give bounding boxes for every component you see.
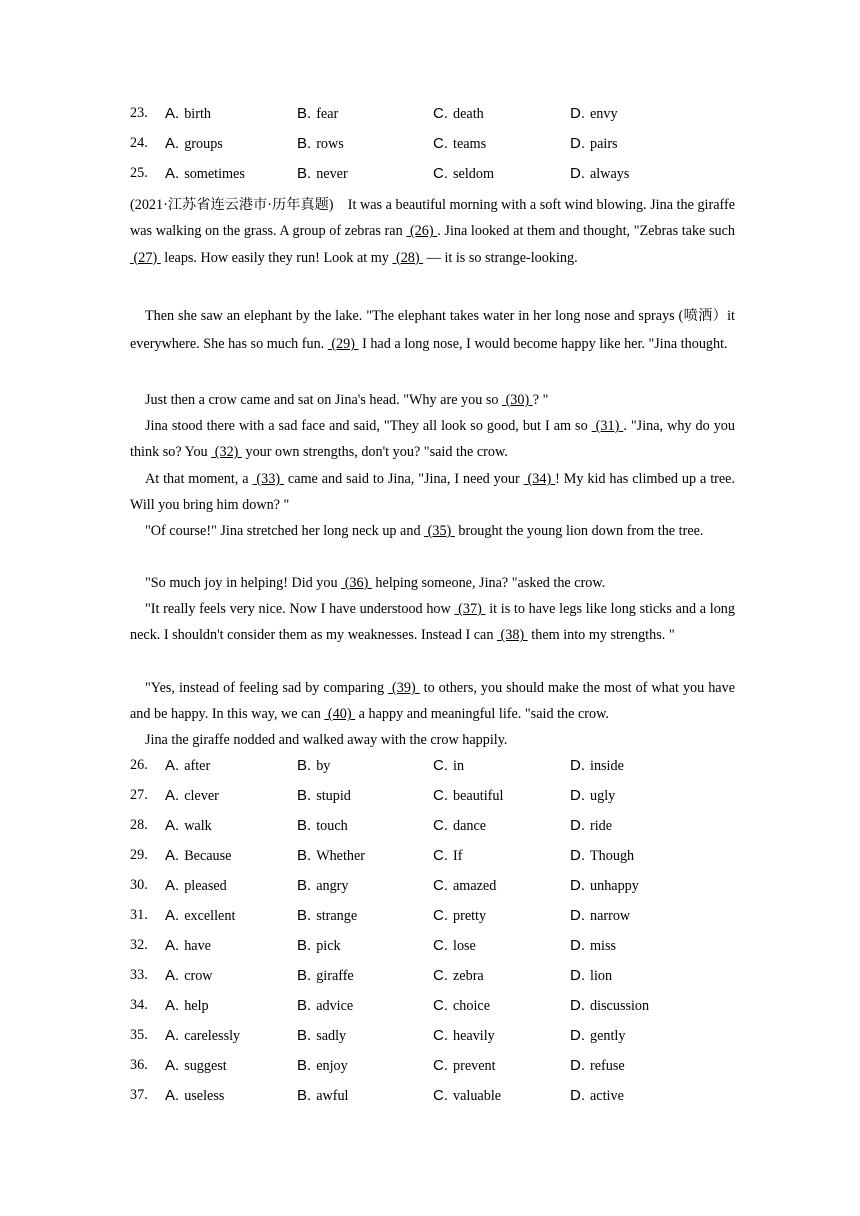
- option-c[interactable]: [433, 757, 464, 775]
- option-text: carelessly: [184, 1028, 241, 1044]
- option-text: rows: [316, 136, 344, 152]
- passage-text: "So much joy in helping! Did you: [145, 575, 342, 591]
- passage-text: . Jina looked at them and thought, "Zebras take such: [437, 223, 735, 240]
- option-text: by: [316, 758, 331, 774]
- option-letter: B.: [297, 165, 312, 182]
- passage-text: Then she saw an elephant by the lake. "The elephant takes water in her long nose and sprays (喷洒）it everywhere. She has so much fun.: [130, 308, 735, 352]
- question-row: [130, 817, 770, 837]
- option-letter: C.: [433, 997, 448, 1014]
- option-c[interactable]: [433, 1087, 501, 1105]
- passage-text: It was a beautiful morning with a soft wind blowing. Jina the giraffe was walking on the grass. A group of zebras ran: [130, 197, 736, 240]
- option-text: excellent: [184, 908, 236, 924]
- question-number: 36.: [130, 1057, 148, 1073]
- option-c[interactable]: [433, 847, 462, 865]
- option-d[interactable]: [570, 907, 630, 925]
- option-text: miss: [590, 938, 617, 954]
- option-b[interactable]: [297, 1027, 346, 1045]
- blank-35[interactable]: (35): [424, 523, 455, 539]
- option-text: pleased: [184, 878, 227, 894]
- passage-paragraph-5: [130, 466, 735, 519]
- option-letter: D.: [570, 967, 585, 984]
- option-b[interactable]: [297, 1057, 348, 1075]
- option-letter: A.: [165, 1027, 180, 1044]
- option-d[interactable]: [570, 1027, 625, 1045]
- option-text: heavily: [453, 1028, 495, 1044]
- option-text: enjoy: [316, 1058, 348, 1074]
- question-row: [130, 907, 770, 927]
- option-c[interactable]: [433, 907, 486, 925]
- option-c[interactable]: [433, 105, 484, 123]
- option-letter: D.: [570, 165, 585, 182]
- option-d[interactable]: [570, 165, 629, 183]
- option-text: fear: [316, 106, 339, 122]
- option-text: seldom: [453, 166, 494, 182]
- passage-paragraph-3: [130, 387, 735, 413]
- passage-text: to others, you should make the most of what you have and be happy. In this way, we can: [130, 680, 735, 723]
- option-letter: B.: [297, 1087, 312, 1104]
- question-row: [130, 877, 770, 897]
- question-row: [130, 967, 770, 987]
- option-text: lose: [453, 938, 476, 954]
- option-d[interactable]: [570, 997, 649, 1015]
- option-b[interactable]: [297, 937, 341, 955]
- option-text: lion: [590, 968, 613, 984]
- option-letter: A.: [165, 847, 180, 864]
- blank-39[interactable]: (39): [388, 680, 420, 696]
- option-letter: C.: [433, 817, 448, 834]
- option-letter: B.: [297, 135, 312, 152]
- option-text: after: [184, 758, 211, 774]
- option-a[interactable]: [165, 877, 227, 895]
- passage-text: "Yes, instead of feeling sad by comparing: [145, 680, 389, 696]
- option-letter: C.: [433, 937, 448, 954]
- option-letter: C.: [433, 877, 448, 894]
- option-text: sadly: [316, 1028, 347, 1044]
- option-letter: A.: [165, 877, 180, 894]
- option-letter: A.: [165, 787, 180, 804]
- question-number: 32.: [130, 937, 148, 953]
- question-row: [130, 1027, 770, 1047]
- option-b[interactable]: [297, 1087, 349, 1105]
- option-c[interactable]: [433, 135, 486, 153]
- option-text: ugly: [590, 788, 616, 804]
- option-a[interactable]: [165, 1087, 224, 1105]
- option-text: pairs: [590, 136, 618, 152]
- option-letter: B.: [297, 757, 312, 774]
- option-a[interactable]: [165, 1057, 227, 1075]
- option-b[interactable]: [297, 105, 338, 123]
- option-d[interactable]: [570, 937, 616, 955]
- option-letter: D.: [570, 757, 585, 774]
- option-d[interactable]: [570, 1057, 625, 1075]
- option-c[interactable]: [433, 877, 496, 895]
- question-number: 26.: [130, 757, 148, 773]
- passage-paragraph-2: [130, 302, 735, 358]
- passage-text: Just then a crow came and sat on Jina's head. "Why are you so: [145, 392, 503, 408]
- option-text: always: [590, 166, 630, 182]
- option-letter: C.: [433, 757, 448, 774]
- option-b[interactable]: [297, 997, 353, 1015]
- option-b[interactable]: [297, 847, 365, 865]
- option-letter: A.: [165, 967, 180, 984]
- option-text: have: [184, 938, 211, 954]
- option-text: in: [453, 758, 465, 774]
- option-letter: A.: [165, 1057, 180, 1074]
- option-a[interactable]: [165, 817, 212, 835]
- option-letter: D.: [570, 997, 585, 1014]
- passage-text: Jina stood there with a sad face and said, "They all look so good, but I am so: [145, 418, 592, 434]
- passage-text: I had a long nose, I would become happy like her. "Jina thought.: [358, 336, 728, 352]
- passage-text: Jina the giraffe nodded and walked away with the crow happily.: [145, 732, 508, 748]
- blank-34[interactable]: (34): [523, 471, 556, 487]
- option-text: crow: [184, 968, 213, 984]
- option-letter: A.: [165, 757, 180, 774]
- option-b[interactable]: [297, 787, 351, 805]
- passage-text: — it is so strange-looking.: [423, 249, 578, 266]
- option-text: Though: [590, 848, 635, 864]
- option-letter: C.: [433, 967, 448, 984]
- passage-paragraph-7: [130, 570, 735, 596]
- option-text: stupid: [316, 788, 351, 804]
- option-c[interactable]: [433, 1027, 495, 1045]
- option-letter: C.: [433, 847, 448, 864]
- option-letter: B.: [297, 907, 312, 924]
- option-a[interactable]: [165, 907, 235, 925]
- blank-37[interactable]: (37): [454, 601, 486, 617]
- blank-27[interactable]: (27): [130, 249, 161, 266]
- question-number: 27.: [130, 787, 148, 803]
- option-letter: D.: [570, 817, 585, 834]
- option-letter: C.: [433, 135, 448, 152]
- question-row: [130, 1057, 770, 1077]
- passage-paragraph-1: [130, 192, 735, 271]
- blank-32[interactable]: (32): [211, 444, 242, 461]
- option-letter: B.: [297, 1027, 312, 1044]
- option-d[interactable]: [570, 757, 624, 775]
- option-d[interactable]: [570, 967, 612, 985]
- blank-28[interactable]: (28): [392, 249, 424, 266]
- option-letter: B.: [297, 877, 312, 894]
- source-label: (2021·江苏省连云港市·历年真题): [130, 197, 334, 213]
- option-letter: B.: [297, 937, 312, 954]
- question-number: 34.: [130, 997, 148, 1013]
- option-letter: A.: [165, 907, 180, 924]
- option-d[interactable]: [570, 787, 615, 805]
- option-text: Whether: [316, 848, 366, 864]
- blank-31[interactable]: (31): [591, 418, 624, 434]
- option-text: pretty: [453, 908, 487, 924]
- question-row: [130, 937, 770, 957]
- passage-text: them into my strengths. ": [527, 627, 675, 644]
- question-number: 31.: [130, 907, 148, 923]
- option-letter: D.: [570, 877, 585, 894]
- option-text: awful: [316, 1088, 349, 1104]
- option-a[interactable]: [165, 937, 211, 955]
- option-text: gently: [590, 1028, 626, 1044]
- option-letter: B.: [297, 967, 312, 984]
- option-a[interactable]: [165, 847, 231, 865]
- option-letter: C.: [433, 105, 448, 122]
- option-text: birth: [184, 106, 211, 122]
- option-letter: A.: [165, 937, 180, 954]
- option-d[interactable]: [570, 877, 639, 895]
- option-a[interactable]: [165, 757, 210, 775]
- option-c[interactable]: [433, 967, 484, 985]
- option-letter: C.: [433, 907, 448, 924]
- option-text: choice: [453, 998, 491, 1014]
- option-letter: D.: [570, 1027, 585, 1044]
- option-text: useless: [184, 1088, 225, 1104]
- option-d[interactable]: [570, 1087, 624, 1105]
- option-letter: C.: [433, 1027, 448, 1044]
- option-text: teams: [453, 136, 487, 152]
- option-letter: B.: [297, 847, 312, 864]
- option-letter: A.: [165, 165, 180, 182]
- question-number: 24.: [130, 135, 148, 151]
- option-letter: D.: [570, 1057, 585, 1074]
- option-text: sometimes: [184, 166, 245, 182]
- option-letter: D.: [570, 937, 585, 954]
- question-number: 29.: [130, 847, 148, 863]
- option-b[interactable]: [297, 877, 349, 895]
- option-letter: D.: [570, 787, 585, 804]
- option-letter: D.: [570, 105, 585, 122]
- option-c[interactable]: [433, 165, 494, 183]
- option-c[interactable]: [433, 787, 503, 805]
- option-text: giraffe: [316, 968, 354, 984]
- option-c[interactable]: [433, 997, 490, 1015]
- option-text: groups: [184, 136, 223, 152]
- question-number: 28.: [130, 817, 148, 833]
- option-text: ride: [590, 818, 613, 834]
- option-text: advice: [316, 998, 354, 1014]
- question-number: 35.: [130, 1027, 148, 1043]
- option-text: unhappy: [590, 878, 639, 894]
- passage-text: your own strengths, don't you? "said the crow.: [241, 444, 508, 461]
- passage-text: "Of course!" Jina stretched her long neck up and: [145, 523, 425, 539]
- option-letter: A.: [165, 105, 180, 122]
- option-letter: C.: [433, 787, 448, 804]
- option-letter: D.: [570, 847, 585, 864]
- blank-26[interactable]: (26): [406, 223, 438, 240]
- question-number: 23.: [130, 105, 148, 121]
- option-text: inside: [590, 758, 624, 774]
- option-letter: B.: [297, 997, 312, 1014]
- question-row: [130, 847, 770, 867]
- option-d[interactable]: [570, 135, 618, 153]
- option-text: prevent: [453, 1058, 496, 1074]
- question-number: 37.: [130, 1087, 148, 1103]
- option-a[interactable]: [165, 135, 223, 153]
- question-row: [130, 135, 770, 155]
- option-text: valuable: [453, 1088, 502, 1104]
- option-b[interactable]: [297, 817, 348, 835]
- option-b[interactable]: [297, 135, 344, 153]
- option-letter: A.: [165, 817, 180, 834]
- option-text: angry: [316, 878, 349, 894]
- option-a[interactable]: [165, 105, 211, 123]
- option-d[interactable]: [570, 105, 618, 123]
- option-text: beautiful: [453, 788, 504, 804]
- passage-text: "It really feels very nice. Now I have understood how: [145, 601, 455, 617]
- option-a[interactable]: [165, 997, 209, 1015]
- passage-paragraph-4: [130, 413, 735, 466]
- blank-33[interactable]: (33): [252, 471, 284, 487]
- option-text: zebra: [453, 968, 484, 984]
- blank-29[interactable]: (29): [327, 336, 359, 352]
- question-row: [130, 787, 770, 807]
- question-number: 30.: [130, 877, 148, 893]
- question-row: [130, 997, 770, 1017]
- option-b[interactable]: [297, 757, 330, 775]
- question-number: 33.: [130, 967, 148, 983]
- option-a[interactable]: [165, 165, 245, 183]
- question-row: [130, 165, 770, 185]
- option-letter: A.: [165, 997, 180, 1014]
- option-text: Because: [184, 848, 232, 864]
- option-text: walk: [184, 818, 212, 834]
- passage-paragraph-9: [130, 675, 735, 728]
- option-letter: A.: [165, 135, 180, 152]
- option-letter: C.: [433, 165, 448, 182]
- option-letter: B.: [297, 817, 312, 834]
- blank-38[interactable]: (38): [497, 627, 528, 644]
- option-text: dance: [453, 818, 487, 834]
- option-d[interactable]: [570, 817, 612, 835]
- option-a[interactable]: [165, 787, 219, 805]
- option-text: touch: [316, 818, 348, 834]
- option-text: narrow: [590, 908, 631, 924]
- option-text: strange: [316, 908, 358, 924]
- option-letter: C.: [433, 1057, 448, 1074]
- option-text: discussion: [590, 998, 650, 1014]
- passage-text: helping someone, Jina? "asked the crow.: [371, 575, 606, 591]
- option-a[interactable]: [165, 967, 213, 985]
- option-text: suggest: [184, 1058, 227, 1074]
- passage-text: brought the young lion down from the tree.: [454, 523, 704, 539]
- question-row: [130, 1087, 770, 1107]
- option-letter: B.: [297, 787, 312, 804]
- option-text: help: [184, 998, 209, 1014]
- option-c[interactable]: [433, 1057, 496, 1075]
- option-text: refuse: [590, 1058, 625, 1074]
- passage-paragraph-10: [130, 727, 735, 753]
- passage-text: a happy and meaningful life. "said the crow.: [355, 706, 609, 723]
- option-text: amazed: [453, 878, 497, 894]
- option-letter: C.: [433, 1087, 448, 1104]
- passage-text: . "Jina, why do you think so? You: [130, 418, 735, 461]
- option-c[interactable]: [433, 937, 476, 955]
- option-text: clever: [184, 788, 219, 804]
- passage-text: it is to have legs like long sticks and a long neck. I shouldn't consider them as my weaknesses. Instead I can: [130, 601, 735, 644]
- option-text: never: [316, 166, 348, 182]
- option-b[interactable]: [297, 967, 354, 985]
- question-row: [130, 105, 770, 125]
- option-a[interactable]: [165, 1027, 240, 1045]
- option-letter: D.: [570, 907, 585, 924]
- passage-text: At that moment, a: [145, 471, 253, 487]
- passage-paragraph-8: [130, 596, 735, 649]
- option-text: pick: [316, 938, 341, 954]
- passage-text: came and said to Jina, "Jina, I need your: [283, 471, 524, 487]
- option-letter: B.: [297, 105, 312, 122]
- passage-paragraph-6: [130, 518, 735, 544]
- option-b[interactable]: [297, 165, 348, 183]
- question-row: [130, 757, 770, 777]
- option-d[interactable]: [570, 847, 634, 865]
- option-letter: D.: [570, 1087, 585, 1104]
- passage-text: ! My kid has climbed up a tree. Will you bring him down? ": [130, 471, 736, 514]
- question-number: 25.: [130, 165, 148, 181]
- option-letter: B.: [297, 1057, 312, 1074]
- blank-30[interactable]: (30): [502, 392, 533, 408]
- option-text: death: [453, 106, 484, 122]
- option-b[interactable]: [297, 907, 357, 925]
- option-letter: D.: [570, 135, 585, 152]
- blank-40[interactable]: (40): [324, 706, 356, 723]
- passage-text: leaps. How easily they run! Look at my: [160, 249, 393, 266]
- option-letter: A.: [165, 1087, 180, 1104]
- blank-36[interactable]: (36): [341, 575, 372, 591]
- option-text: envy: [590, 106, 618, 122]
- passage-text: ? ": [532, 392, 549, 408]
- option-text: active: [590, 1088, 624, 1104]
- option-c[interactable]: [433, 817, 486, 835]
- option-text: If: [453, 848, 463, 864]
